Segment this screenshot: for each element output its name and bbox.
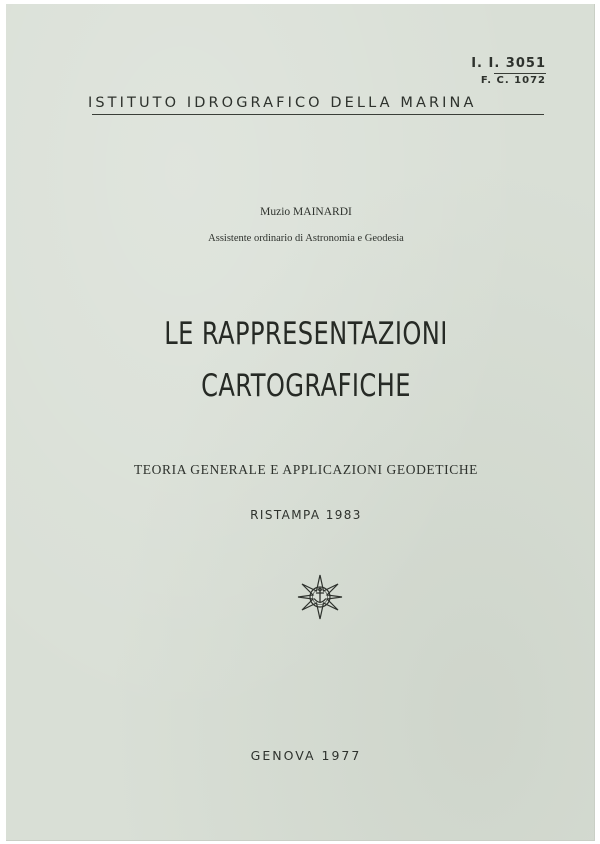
institute-name: ISTITUTO IDROGRAFICO DELLA MARINA xyxy=(88,95,477,111)
book-title-line-1: LE RAPPRESENTAZIONI xyxy=(164,316,448,352)
author-name: Muzio MAINARDI xyxy=(260,206,352,218)
place-and-year: GENOVA 1977 xyxy=(250,748,362,763)
book-title-line-2: CARTOGRAFICHE xyxy=(201,368,411,404)
compass-rose-anchor-icon xyxy=(297,574,343,620)
institute-rule xyxy=(92,114,544,115)
catalog-code-rule xyxy=(494,73,546,74)
author-affiliation: Assistente ordinario di Astronomia e Geodesia xyxy=(208,233,404,244)
reprint-note: RISTAMPA 1983 xyxy=(250,508,362,522)
catalog-code: I. I. 3051 xyxy=(471,56,546,71)
book-subtitle: TEORIA GENERALE E APPLICAZIONI GEODETICHE xyxy=(133,462,479,477)
book-cover xyxy=(6,4,595,841)
catalog-subcode: F. C. 1072 xyxy=(480,75,546,86)
